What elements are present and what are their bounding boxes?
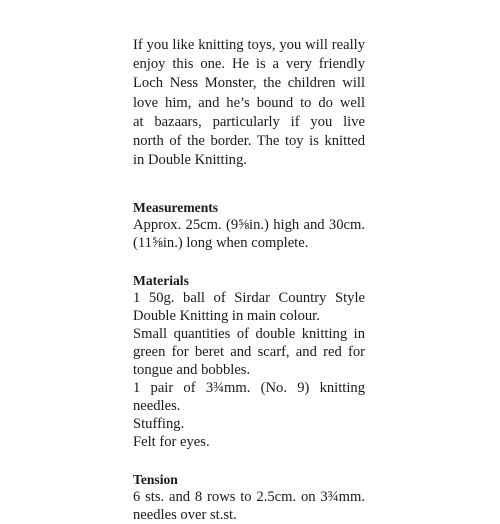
measurements-heading: Measurements	[133, 200, 219, 216]
measurements-line: Approx. 25cm. (9⅝in.) high and 30cm.	[133, 217, 365, 234]
materials-line: Felt for eyes.	[133, 434, 210, 451]
measurements-section	[133, 199, 365, 252]
materials-line: 1 pair of 3¾mm. (No. 9) knitting	[133, 380, 365, 397]
materials-line: Small quantities of double knitting in	[133, 326, 365, 343]
materials-line: Stuffing.	[133, 416, 185, 433]
pattern-text-column	[133, 36, 365, 524]
materials-line: green for beret and scarf, and red for	[133, 344, 365, 361]
intro-line: in Double Knitting.	[133, 152, 247, 169]
tension-section	[133, 471, 365, 524]
intro-line: enjoy this one. He is a very friendly	[133, 56, 365, 73]
tension-line: 6 sts. and 8 rows to 2.5cm. on 3¾mm.	[133, 489, 365, 506]
tension-heading: Tension	[133, 472, 178, 488]
intro-line: love him, and he’s bound to do well	[133, 94, 365, 111]
materials-heading: Materials	[133, 273, 189, 289]
intro-line: north of the border. The toy is knitted	[133, 133, 365, 150]
materials-section	[133, 272, 365, 451]
intro-line: Loch Ness Monster, the children will	[133, 75, 365, 92]
tension-line: needles over st.st.	[133, 507, 237, 524]
intro-line: If you like knitting toys, you will really	[133, 37, 365, 53]
materials-line: needles.	[133, 398, 181, 415]
intro-paragraph	[133, 36, 365, 170]
measurements-line: (11⅝in.) long when complete.	[133, 235, 309, 252]
materials-line: 1 50g. ball of Sirdar Country Style	[133, 290, 365, 307]
intro-line: at bazaars, particularly if you live	[133, 113, 365, 130]
materials-line: Double Knitting in main colour.	[133, 308, 320, 325]
materials-line: tongue and bobbles.	[133, 362, 251, 379]
